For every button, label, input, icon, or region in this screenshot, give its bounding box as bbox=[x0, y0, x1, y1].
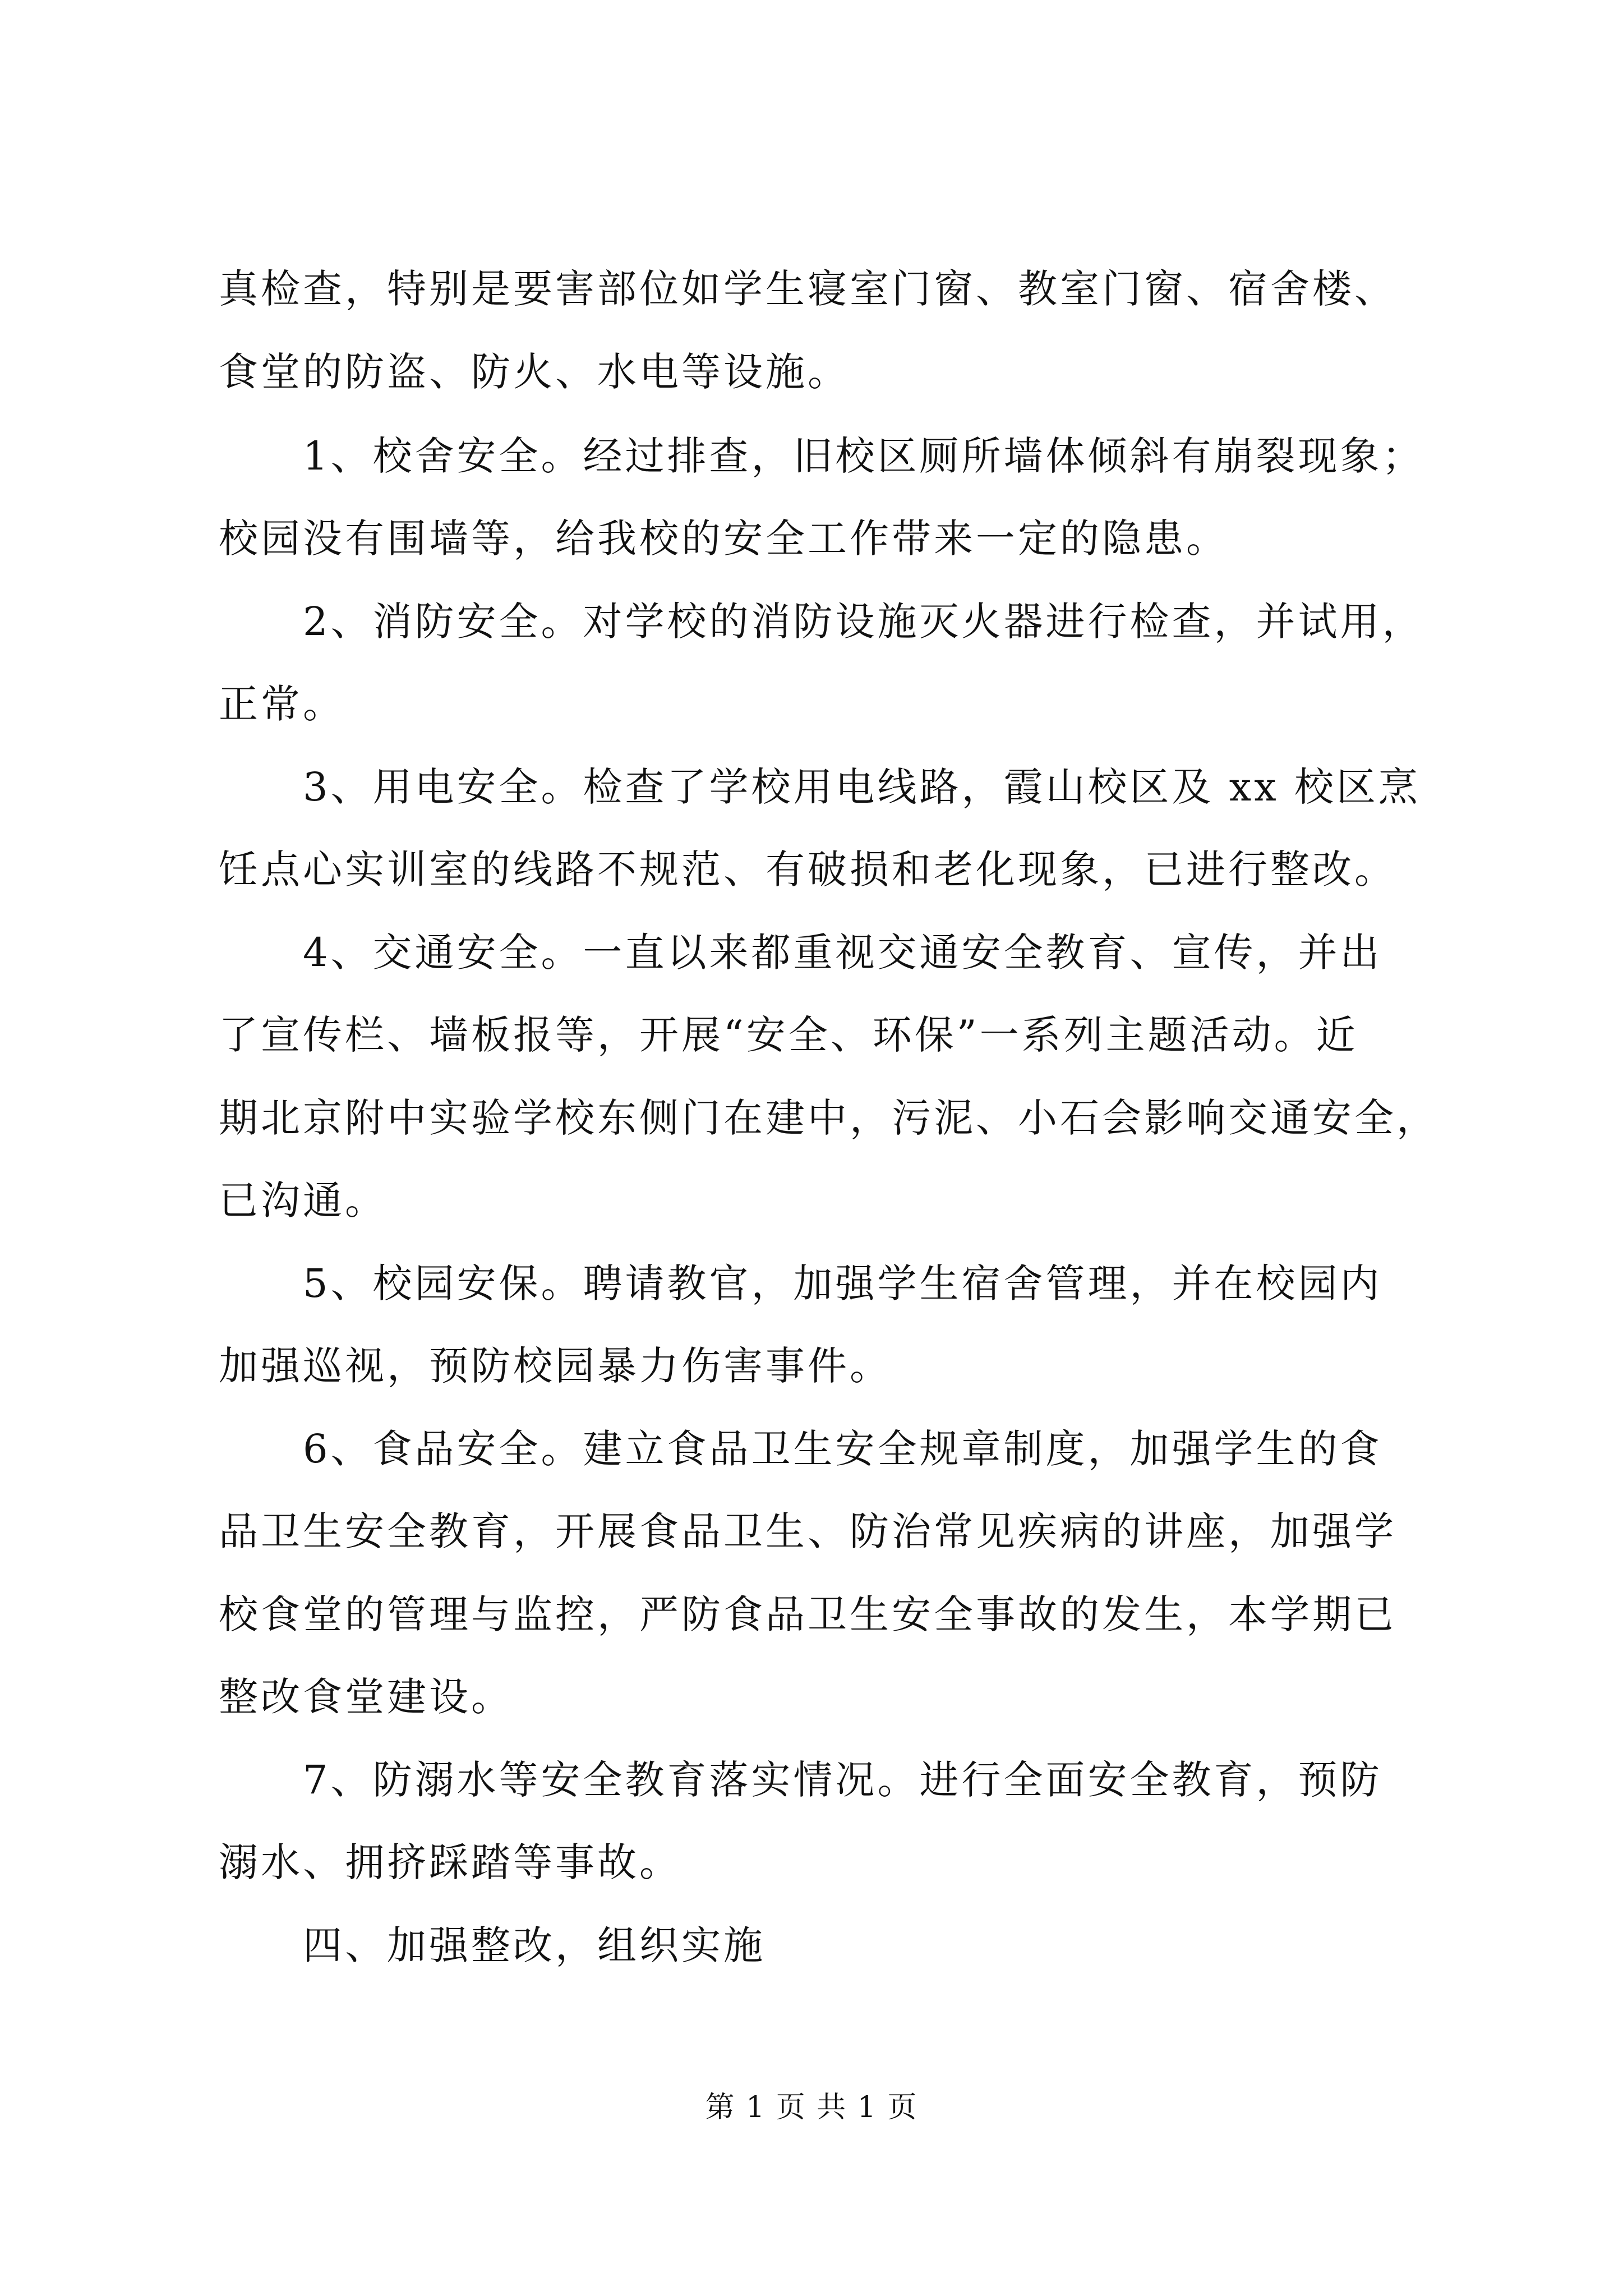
text-line: 整改食堂建设。 bbox=[219, 1674, 513, 1720]
text-line: 品卫生安全教育，开展食品卫生、防治常见疾病的讲座，加强学 bbox=[219, 1508, 1396, 1554]
paragraph-first-line: 4、交通安全。一直以来都重视交通安全教育、宣传，并出 bbox=[303, 930, 1382, 976]
paragraph-first-line: 6、食品安全。建立食品卫生安全规章制度，加强学生的食 bbox=[303, 1426, 1382, 1472]
paragraph-first-line: 5、校园安保。聘请教官，加强学生宿舍管理，并在校园内 bbox=[303, 1260, 1382, 1306]
paragraph-first-line: 1、校舍安全。经过排查，旧校区厕所墙体倾斜有崩裂现象； bbox=[303, 433, 1424, 479]
section-heading: 四、加强整改，组织实施 bbox=[303, 1922, 766, 1968]
text-line: 真检查，特别是要害部位如学生寝室门窗、教室门窗、宿舍楼、 bbox=[219, 266, 1396, 312]
text-line: 食堂的防盗、防火、水电等设施。 bbox=[219, 349, 850, 395]
text-line: 校园没有围墙等，给我校的安全工作带来一定的隐患。 bbox=[219, 516, 1228, 562]
text-line: 了宣传栏、墙板报等，开展“安全、环保”一系列主题活动。近 bbox=[219, 1012, 1358, 1058]
text-line: 饪点心实训室的线路不规范、有破损和老化现象，已进行整改。 bbox=[219, 846, 1396, 892]
paragraph-first-line: 2、消防安全。对学校的消防设施灭火器进行检查，并试用， bbox=[303, 599, 1424, 645]
text-line: 加强巡视，预防校园暴力伤害事件。 bbox=[219, 1343, 892, 1389]
text-line: 校食堂的管理与监控，严防食品卫生安全事故的发生，本学期已 bbox=[219, 1591, 1396, 1637]
text-line: 期北京附中实验学校东侧门在建中，污泥、小石会影响交通安全， bbox=[219, 1095, 1438, 1141]
page-number: 第 1 页 共 1 页 bbox=[705, 2091, 918, 2124]
text-line: 已沟通。 bbox=[219, 1177, 387, 1223]
text-line: 正常。 bbox=[219, 681, 345, 727]
text-line: 溺水、拥挤踩踏等事故。 bbox=[219, 1839, 681, 1885]
paragraph-first-line: 3、用电安全。检查了学校用电线路，霞山校区及 xx 校区烹 bbox=[303, 764, 1421, 810]
paragraph-first-line: 7、防溺水等安全教育落实情况。进行全面安全教育，预防 bbox=[303, 1757, 1382, 1803]
